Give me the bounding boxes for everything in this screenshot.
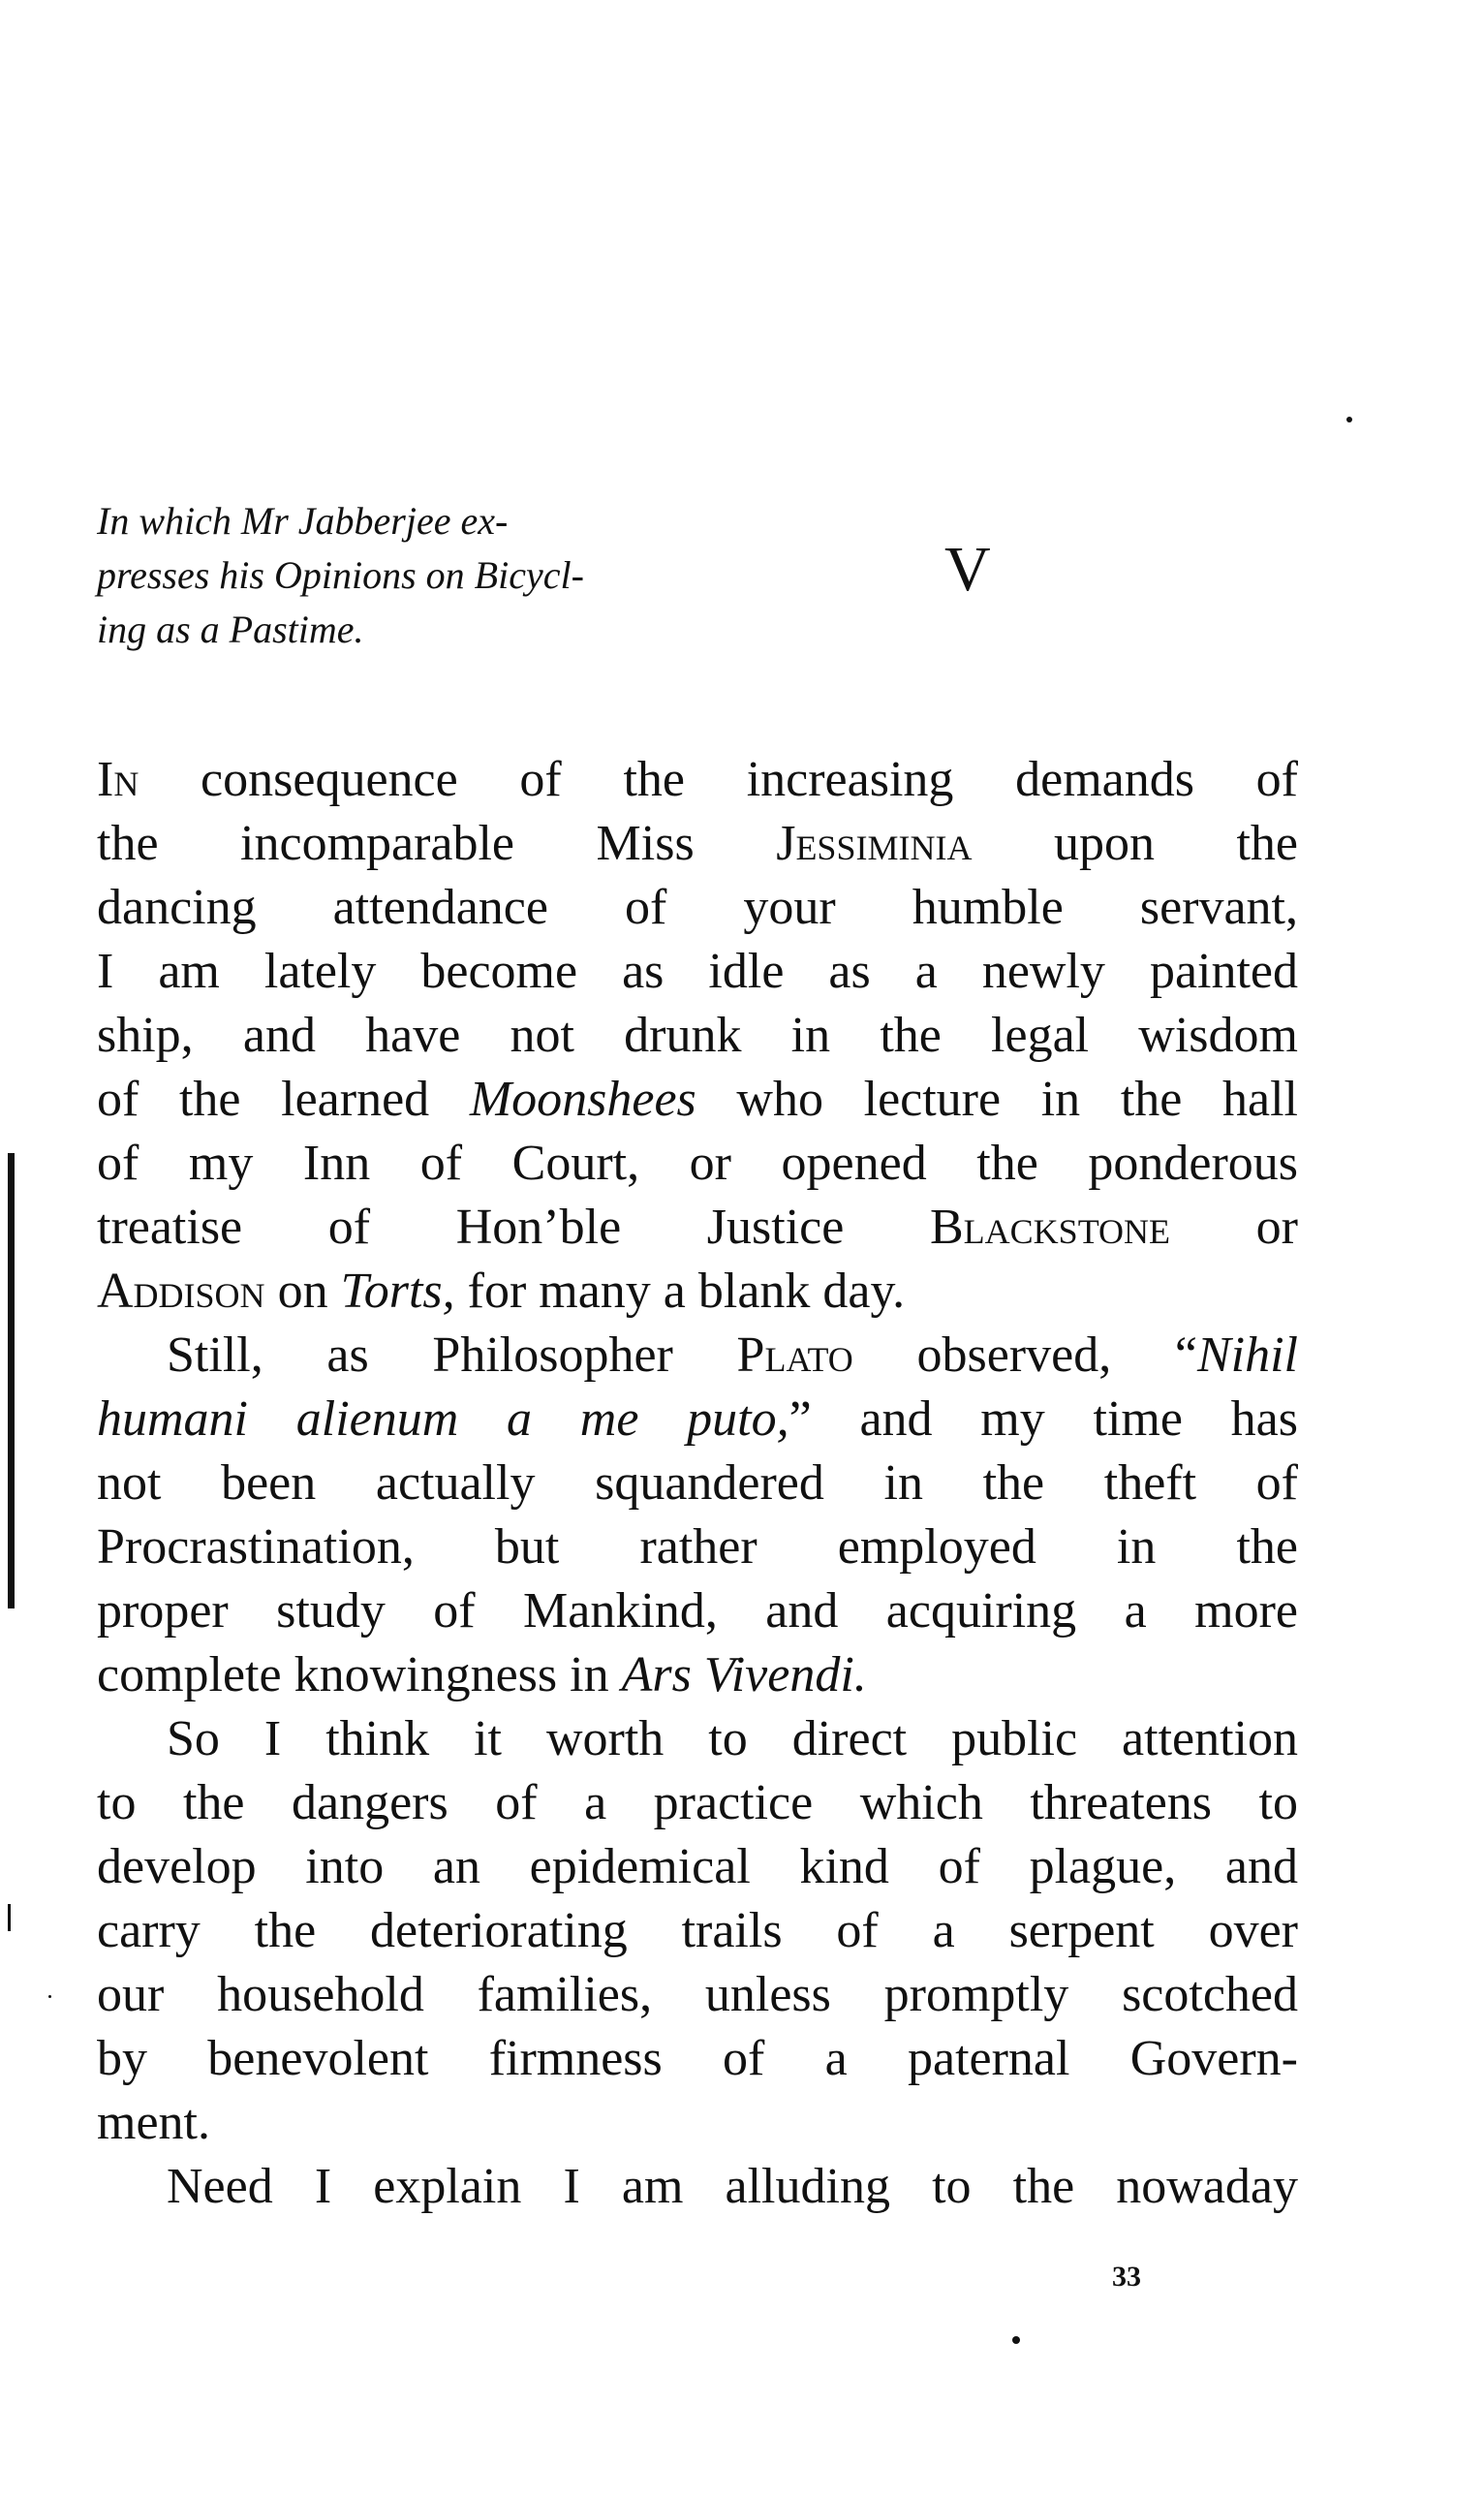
text-run: So I think it worth to direct public attention [167, 1711, 1298, 1766]
text-run: ship, and have not drunk in the legal wisdom [97, 1008, 1298, 1063]
text-line [97, 1068, 1298, 1132]
text-line [97, 2091, 1298, 2155]
italic-run: humani alienum a me puto, [97, 1391, 789, 1447]
chapter-summary-line: In which Mr Jabberjee ex- [97, 499, 509, 543]
text-run: treatise of Hon’ble Justice [97, 1200, 930, 1255]
text-run: of my Inn of Court, or opened the ponderous [97, 1136, 1298, 1191]
text-run: on [264, 1264, 341, 1319]
small-caps-run: Plato [736, 1327, 853, 1383]
text-run: consequence of the increasing demands of [139, 752, 1298, 807]
text-run: Procrastination, but rather employed in the [97, 1519, 1298, 1575]
text-run: I am lately become as idle as a newly painted [97, 944, 1298, 999]
text-run: upon the [972, 816, 1298, 871]
text-run: ” and my time has [788, 1391, 1298, 1447]
italic-run: Ars Vivendi. [621, 1647, 867, 1702]
text-run: dancing attendance of your humble servant, [97, 880, 1298, 935]
small-caps-run: Addison [97, 1264, 265, 1319]
text-line [97, 940, 1298, 1004]
text-line [97, 1196, 1298, 1260]
page-number: 33 [1112, 2261, 1141, 2293]
small-caps-run: Jessiminia [776, 816, 973, 871]
text-run: of the learned [97, 1072, 470, 1127]
text-run: ment. [97, 2095, 210, 2150]
text-run: for many a blank day. [454, 1264, 906, 1319]
text-run: proper study of Mankind, and acquiring a more [97, 1583, 1298, 1639]
text-run: Still, as Philosopher [167, 1327, 737, 1383]
text-run: by benevolent firmness of a paternal Govern- [97, 2031, 1298, 2086]
text-line [97, 1260, 1298, 1324]
text-line [97, 1515, 1298, 1579]
text-line [97, 748, 1298, 812]
chapter-summary [97, 494, 717, 657]
text-line [97, 1707, 1298, 1771]
text-run: complete knowingness in [97, 1647, 622, 1702]
text-line [97, 1004, 1298, 1068]
text-line [97, 1771, 1298, 1835]
text-line [97, 1452, 1298, 1515]
text-line [97, 1899, 1298, 1963]
text-run: or [1170, 1200, 1299, 1255]
text-run: I [97, 752, 114, 807]
chapter-numeral: V [944, 534, 991, 605]
chapter-summary-line: presses his Opinions on Bicycl- [97, 553, 584, 597]
text-run: not been actually squandered in the theft of [97, 1455, 1298, 1511]
text-run: develop into an epidemical kind of plague, and [97, 1839, 1298, 1894]
text-line [97, 2155, 1298, 2219]
text-line [97, 1579, 1298, 1643]
text-line [97, 1835, 1298, 1899]
italic-run: Torts, [340, 1264, 455, 1319]
text-run: the incomparable Miss [97, 816, 777, 871]
scan-speck [1012, 2336, 1020, 2344]
text-run: our household families, unless promptly scotched [97, 1967, 1298, 2022]
text-run: Need I explain I am alluding to the nowaday [167, 2159, 1298, 2214]
scan-binding-mark [8, 1153, 15, 1608]
text-line [97, 2027, 1298, 2091]
text-line [97, 1963, 1298, 2027]
small-caps-run: n [113, 752, 139, 807]
text-line [97, 1388, 1298, 1452]
scan-speck [48, 1995, 51, 1998]
text-run: who lecture in the hall [696, 1072, 1298, 1127]
text-run: to the dangers of a practice which threatens to [97, 1775, 1298, 1830]
text-line [97, 876, 1298, 940]
text-run: carry the deteriorating trails of a serpent over [97, 1903, 1298, 1958]
italic-run: Nihil [1196, 1327, 1298, 1383]
text-run: observed, “ [852, 1327, 1197, 1383]
text-line [97, 1324, 1298, 1388]
text-line [97, 1132, 1298, 1196]
scan-speck [1346, 417, 1352, 422]
italic-run: Moonshees [469, 1072, 696, 1127]
body-text [97, 748, 1298, 2219]
chapter-summary-line: ing as a Pastime. [97, 608, 364, 651]
small-caps-run: Blackstone [930, 1200, 1171, 1255]
text-line [97, 1643, 1298, 1707]
scan-binding-mark [8, 1904, 11, 1931]
text-line [97, 812, 1298, 876]
